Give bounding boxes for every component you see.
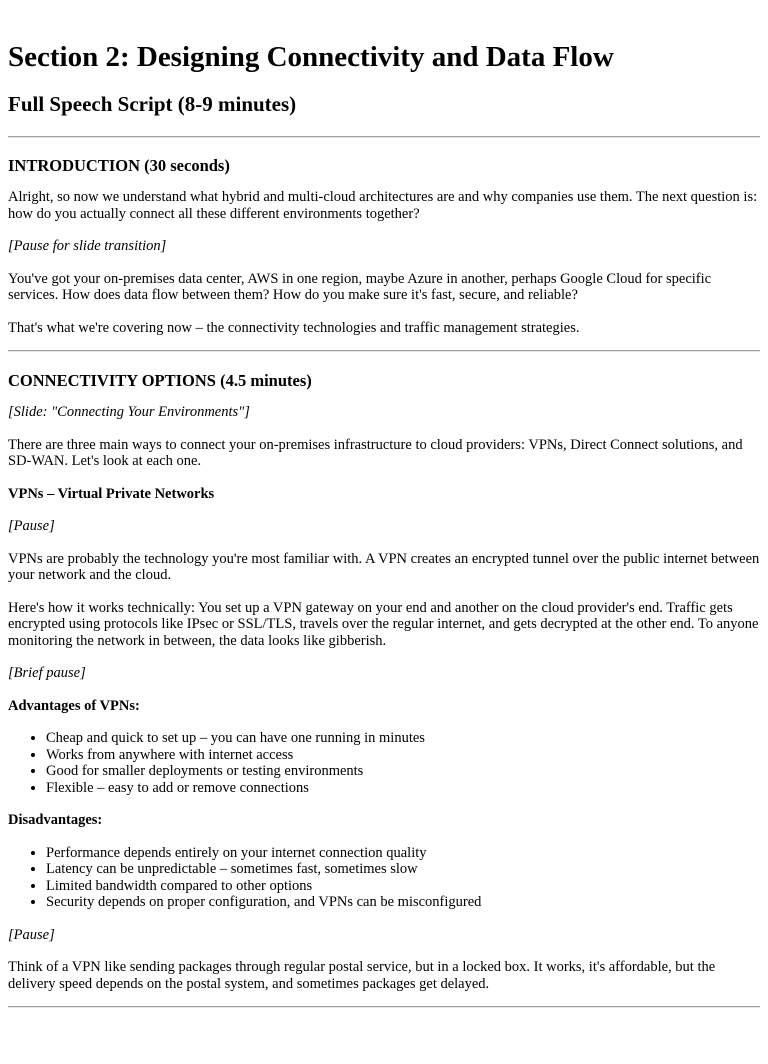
vpn-paragraph-2: Here's how it works technically: You set up a VPN gateway on your end and another on the cloud provider's end. Traffic gets encrypted using protocols like IPsec or SSL/TLS, travels over the regular internet, and gets decrypted at the other end. To anyone monitoring the network in between, the data looks like gibberish. [8,599,759,649]
list-item: • Good for smaller deployments or testing environments [46,763,760,780]
connectivity-section [8,371,760,992]
divider [8,1006,760,1008]
introduction-heading: INTRODUCTION (30 seconds) [8,156,230,175]
list-item: • Flexible – easy to add or remove connections [46,780,760,797]
advantages-list [8,730,760,796]
vpn-heading: VPNs – Virtual Private Networks [8,485,215,502]
list-item: • Security depends on proper configuration, and VPNs can be misconfigured [46,894,760,911]
list-item: • Latency can be unpredictable – sometimes fast, sometimes slow [46,861,760,878]
divider [8,136,760,138]
intro-pause-note: [Pause for slide transition] [8,238,167,254]
intro-paragraph-2: You've got your on-premises data center, AWS in one region, maybe Azure in another, perhaps Google Cloud for specific services. How does data flow between them? How do you make sure it's fast, secure, and reliable? [8,270,712,303]
divider [8,350,760,352]
vpn-paragraph-1: VPNs are probably the technology you're most familiar with. A VPN creates an encrypted tunnel over the public internet between your network and the cloud. [8,550,760,583]
slide-note: [Slide: "Connecting Your Environments"] [8,404,250,420]
list-item: • Cheap and quick to set up – you can have one running in minutes [46,730,760,747]
page-title: Section 2: Designing Connectivity and Data Flow [8,41,614,73]
pause-note: [Pause] [8,926,55,943]
intro-paragraph-1: Alright, so now we understand what hybrid and multi-cloud architectures are and why companies use them. The next question is: how do you actually connect all these different environments together? [8,189,758,222]
advantages-heading: Advantages of VPNs: [8,697,140,714]
intro-paragraph-3: That's what we're covering now – the connectivity technologies and traffic management strategies. [8,319,580,336]
list-item: • Works from anywhere with internet access [46,747,760,764]
disadvantages-list [8,845,760,911]
list-item: • Limited bandwidth compared to other options [46,878,760,895]
disadvantages-heading: Disadvantages: [8,812,103,828]
connectivity-paragraph-1: There are three main ways to connect your on-premises infrastructure to cloud providers: VPNs, Direct Connect solutions, and SD-WAN. Let's look at each one. [8,436,743,469]
page-subtitle: Full Speech Script (8-9 minutes) [8,92,297,116]
introduction-section [8,156,760,336]
connectivity-heading: CONNECTIVITY OPTIONS (4.5 minutes) [8,371,312,390]
vpn-analogy-paragraph: Think of a VPN like sending packages through regular postal service, but in a locked box. It works, it's affordable, but the delivery speed depends on the postal system, and sometimes packages get delayed. [8,959,716,992]
list-item: • Performance depends entirely on your internet connection quality [46,845,760,862]
brief-pause-note: [Brief pause] [8,665,86,681]
pause-note: [Pause] [8,518,55,534]
